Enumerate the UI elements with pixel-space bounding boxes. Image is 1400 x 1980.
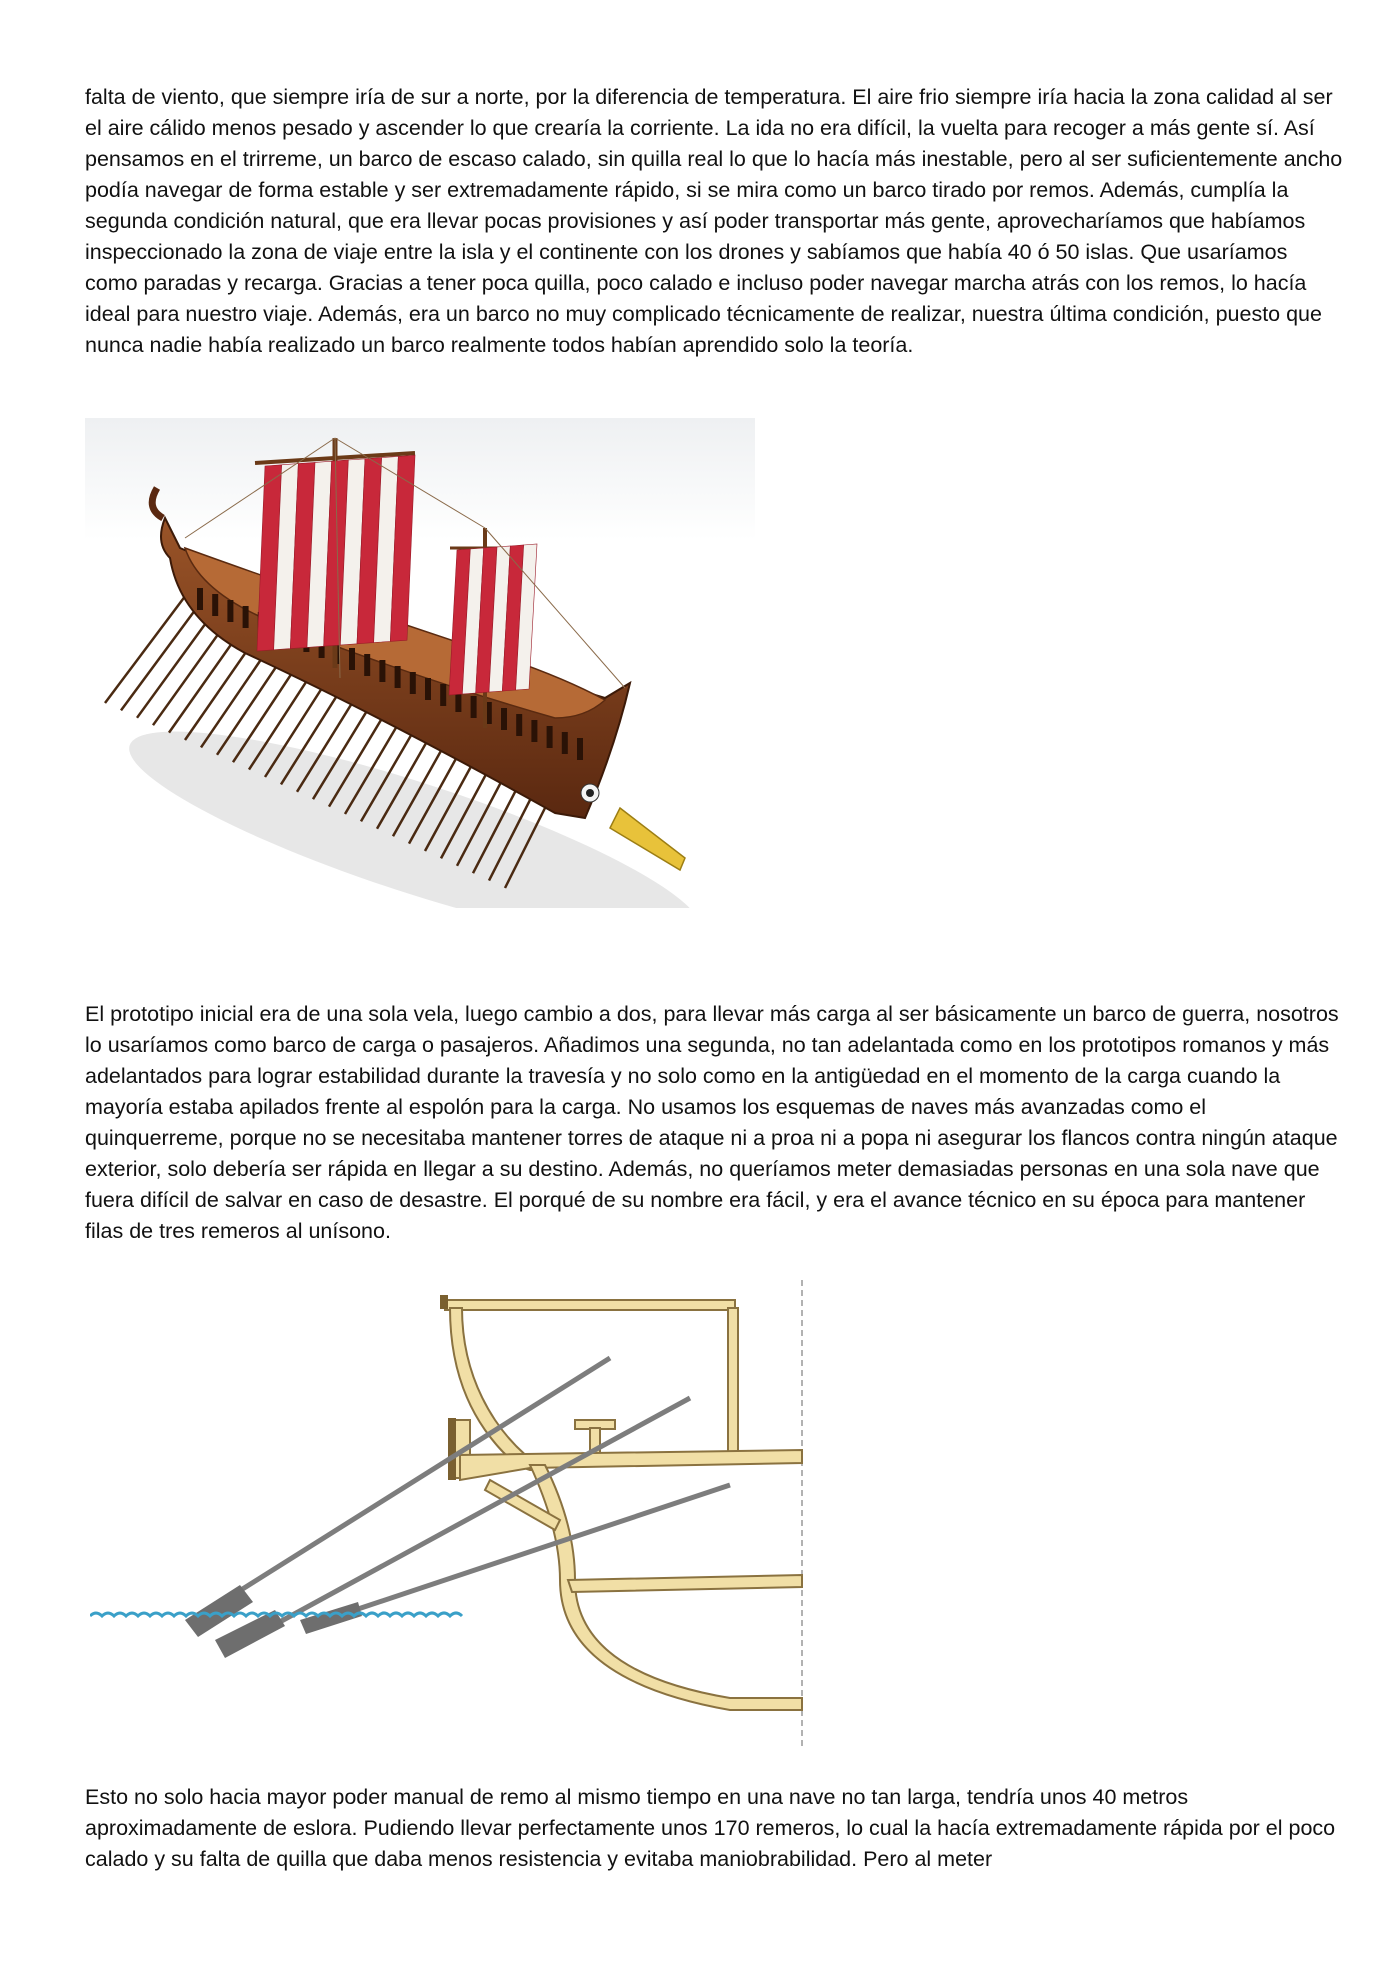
trireme-icon	[85, 418, 755, 908]
paragraph-prototype: El prototipo inicial era de una sola vela, luego cambio a dos, para llevar más carga al ser básicamente un barco de guerra, nosotros lo usaríamos como barco de carga o pasajeros. Añadimos una segunda, no tan adelantada como en los prototipos romanos y más adelantados para lograr estabilidad durante la travesía y no solo como en la antigüedad en el momento de la carga cuando la mayoría estaba apilados frente al espolón para la carga. No usamos los esquemas de naves más avanzadas como el quinquerreme, porque no se necesitaba mantener torres de ataque ni a proa ni a popa ni asegurar los flancos contra ningún ataque exterior, solo debería ser rápida en llegar a su destino. Además, no queríamos meter demasiadas personas en una sola nave que fuera difícil de salvar en caso de desastre. El porqué de su nombre era fácil, y era el avance técnico en su época para mantener filas de tres remeros al unísono.	[85, 1002, 1339, 1243]
rower-port	[516, 714, 522, 736]
rower-port	[243, 606, 249, 628]
rower-port	[395, 666, 401, 688]
rower-port	[547, 726, 553, 748]
rower-port	[197, 588, 203, 610]
rower-port	[531, 720, 537, 742]
rower-port	[562, 732, 568, 754]
trireme-illustration	[85, 418, 755, 908]
rower-port	[471, 696, 477, 718]
trireme-cross-section	[90, 1280, 810, 1750]
paragraph-intro: falta de viento, que siempre iría de sur a norte, por la diferencia de temperatura. El aire frio siempre iría hacia la zona calidad al ser el aire cálido menos pesado y ascender lo que crearía la corriente. La ida no era difícil, la vuelta para recoger a más gente sí. Así pensamos en el trirreme, un barco de escaso calado, sin quilla real lo que lo hacía más inestable, pero al ser suficientemente ancho podía navegar de forma estable y ser extremadamente rápido, si se mira como un barco tirado por remos. Además, cumplía la segunda condición natural, que era llevar pocas provisiones y así poder transportar más gente, aprovecharíamos que habíamos inspeccionado la zona de viaje entre la isla y el continente con los drones y sabíamos que había 40 ó 50 islas. Que usaríamos como paradas y recarga. Gracias a tener poca quilla, poco calado e incluso poder navegar marcha atrás con los remos, lo hacía ideal para nuestro viaje. Además, era un barco no muy complicado técnicamente de realizar, nuestra última condición, puesto que nunca nadie había realizado un barco realmente todos habían aprendido solo la teoría.	[85, 85, 1343, 357]
rower-port	[364, 654, 370, 676]
paragraph-conclusion: Esto no solo hacia mayor poder manual de remo al mismo tiempo en una nave no tan larga, tendría unos 40 metros aproximadamente de eslora. Pudiendo llevar perfectamente unos 170 remeros, lo cual la hacía extremadamente rápida por el poco calado y su falta de quilla que daba menos resistencia y evitaba maniobrabilidad. Pero al meter	[85, 1785, 1336, 1871]
rower-port	[379, 660, 385, 682]
rower-port	[440, 684, 446, 706]
rower-port	[349, 648, 355, 670]
cross-section-icon	[90, 1280, 810, 1750]
rower-port	[212, 594, 218, 616]
rower-port	[577, 738, 583, 760]
rower-port	[410, 672, 416, 694]
rower-port	[501, 708, 507, 730]
rower-port	[425, 678, 431, 700]
rower-port	[227, 600, 233, 622]
